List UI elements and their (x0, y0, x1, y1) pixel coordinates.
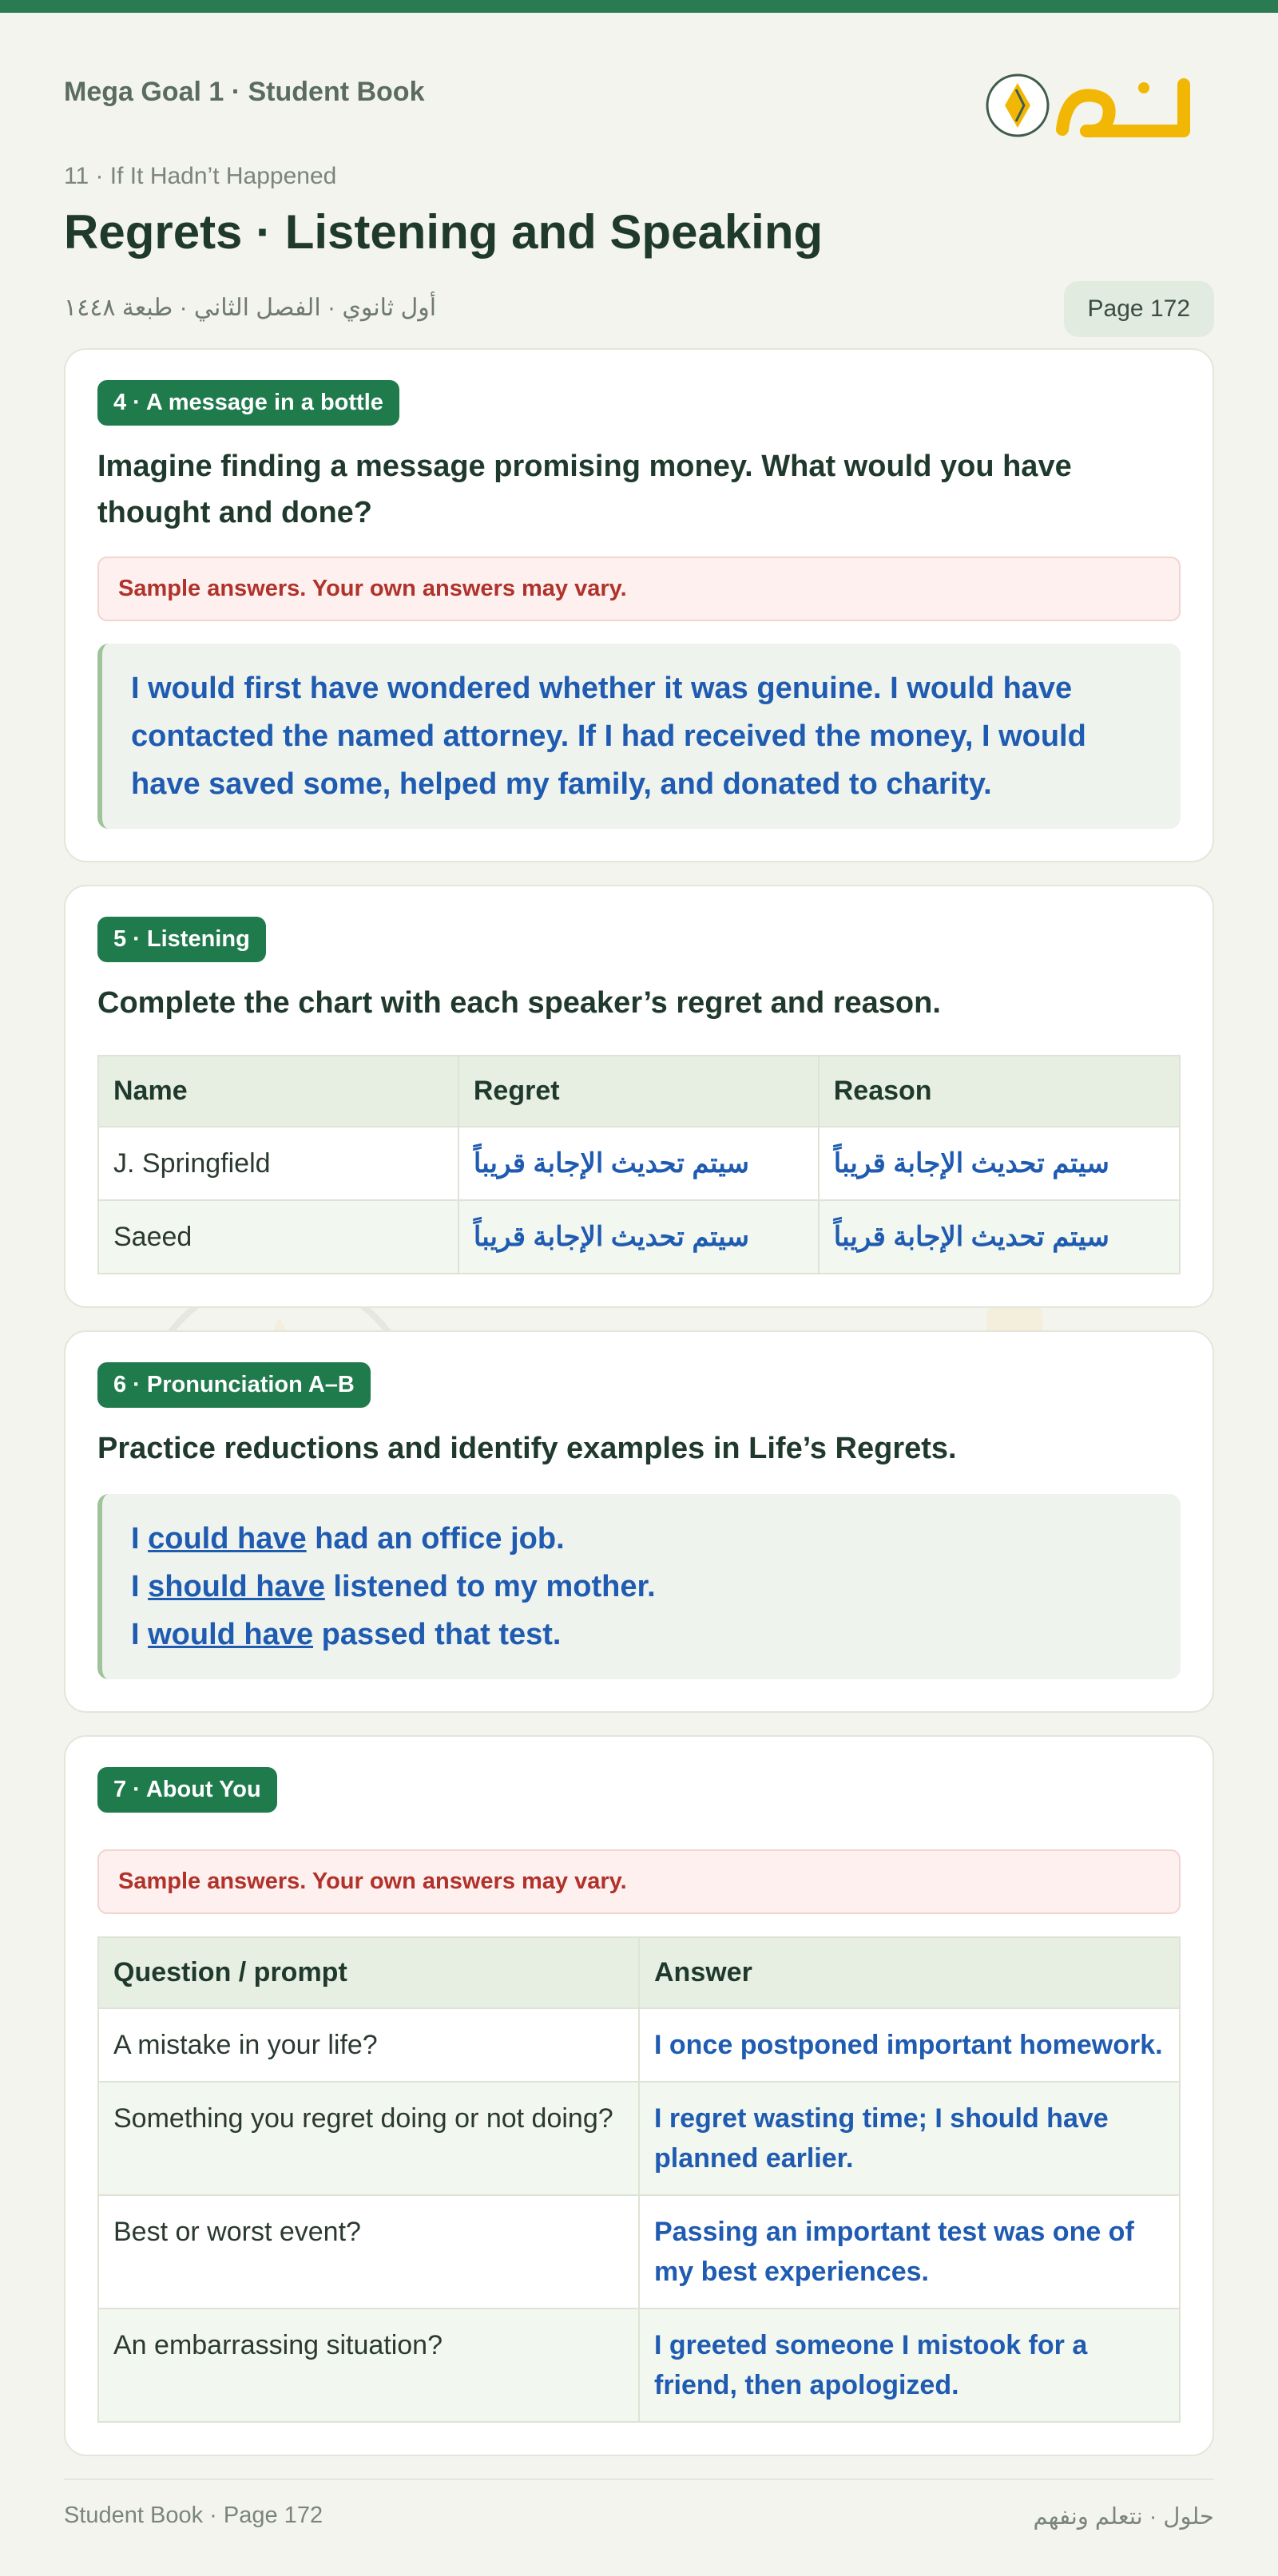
regret-cell: سيتم تحديث الإجابة قريباً (458, 1200, 819, 1274)
sample-answer-note: Sample answers. Your own answers may vary. (97, 557, 1181, 621)
page-title: Regrets · Listening and Speaking (64, 205, 824, 259)
about-you-table (97, 1936, 1181, 2423)
sample-answer-note: Sample answers. Your own answers may vary. (97, 1849, 1181, 1914)
reason-cell: سيتم تحديث الإجابة قريباً (819, 1127, 1180, 1200)
page-footer (64, 2480, 1214, 2552)
table-row (98, 2308, 1180, 2422)
table-row (98, 2195, 1180, 2308)
footer-page-label: Student Book · Page 172 (64, 2503, 323, 2528)
table-row (98, 2082, 1180, 2195)
table-header-row (98, 1056, 1180, 1127)
column-header: Question / prompt (98, 1937, 639, 2008)
example-line (131, 1515, 1152, 1563)
question-cell: An embarrassing situation? (98, 2308, 639, 2422)
line-rest: listened to my mother. (324, 1570, 656, 1603)
grade-term-meta: أول ثانوي · الفصل الثاني · طبعة ١٤٤٨ (64, 295, 437, 321)
reduced-form: would have (148, 1618, 314, 1651)
section-prompt: Complete the chart with each speaker’s regret and reason. (97, 986, 941, 1020)
line-prefix: I (131, 1570, 149, 1603)
speaker-name: J. Springfield (98, 1127, 458, 1200)
column-header: Regret (458, 1056, 819, 1127)
reduced-form: could have (148, 1522, 307, 1556)
section-badge: 5 · Listening (97, 917, 266, 962)
table-row (98, 1200, 1180, 1274)
page-header (64, 13, 1214, 348)
question-cell: A mistake in your life? (98, 2008, 639, 2082)
answer-cell: Passing an important test was one of my best experiences. (639, 2195, 1180, 2308)
section-7-card (64, 1735, 1214, 2456)
footer-brand-tagline: حلول · نتعلم ونفهم (1033, 2504, 1214, 2530)
column-header: Reason (819, 1056, 1180, 1127)
page-number-chip: Page 172 (1064, 281, 1214, 337)
example-line (131, 1563, 1152, 1611)
regret-cell: سيتم تحديث الإجابة قريباً (458, 1127, 819, 1200)
speaker-name: Saeed (98, 1200, 458, 1274)
answer-cell: I once postponed important homework. (639, 2008, 1180, 2082)
line-rest: passed that test. (313, 1618, 562, 1651)
sample-answer: I would first have wondered whether it was genuine. I would have contacted the named attorney. If I had received the money, I would have saved some, helped my family, and donated to charity. (97, 644, 1181, 829)
listening-chart (97, 1055, 1181, 1274)
line-rest: had an office job. (306, 1522, 565, 1556)
section-badge: 7 · About You (97, 1767, 277, 1813)
section-badge: 4 · A message in a bottle (97, 380, 399, 426)
section-4-card (64, 348, 1214, 862)
question-cell: Something you regret doing or not doing? (98, 2082, 639, 2195)
column-header: Answer (639, 1937, 1180, 2008)
answer-cell: I greeted someone I mistook for a friend, then apologized. (639, 2308, 1180, 2422)
reduced-form: should have (148, 1570, 325, 1603)
section-5-card (64, 885, 1214, 1308)
line-prefix: I (131, 1522, 149, 1556)
section-6-card (64, 1330, 1214, 1713)
table-header-row (98, 1937, 1180, 2008)
table-row (98, 2008, 1180, 2082)
pronunciation-examples (97, 1494, 1181, 1679)
hulul-logo (984, 61, 1200, 149)
book-title: Mega Goal 1 · Student Book (64, 77, 425, 107)
column-header: Name (98, 1056, 458, 1127)
section-prompt: Practice reductions and identify examples in Life’s Regrets. (97, 1432, 957, 1465)
unit-label: 11 · If It Hadn’t Happened (64, 163, 337, 189)
section-prompt: Imagine finding a message promising money. What would you have thought and done? (97, 450, 1072, 529)
line-prefix: I (131, 1618, 149, 1651)
question-cell: Best or worst event? (98, 2195, 639, 2308)
reason-cell: سيتم تحديث الإجابة قريباً (819, 1200, 1180, 1274)
example-line (131, 1611, 1152, 1659)
table-row (98, 1127, 1180, 1200)
section-badge: 6 · Pronunciation A–B (97, 1362, 371, 1408)
top-accent-bar (0, 0, 1278, 13)
answer-cell: I regret wasting time; I should have planned earlier. (639, 2082, 1180, 2195)
